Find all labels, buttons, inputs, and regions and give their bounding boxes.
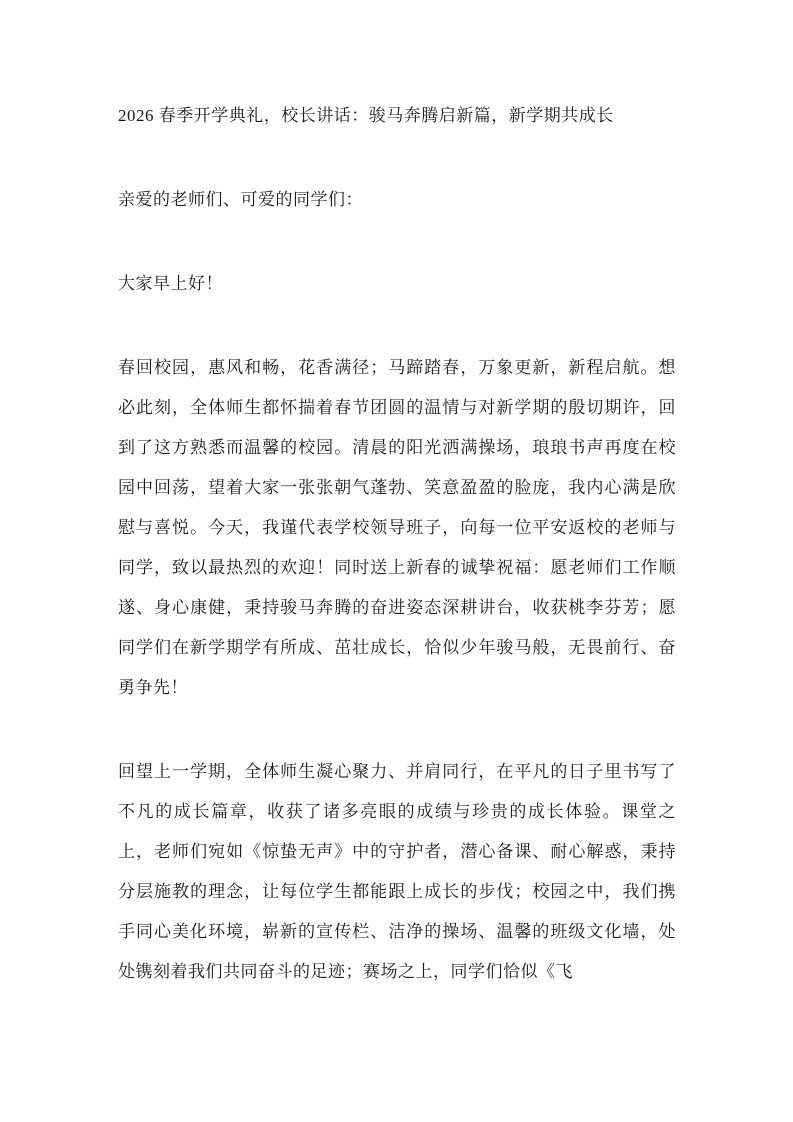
- document-title: 2026 春季开学典礼，校长讲话：骏马奔腾启新篇，新学期共成长: [118, 106, 614, 125]
- greeting-line: 大家早上好！: [118, 274, 223, 293]
- paragraph-review: 回望上一学期，全体师生凝心聚力、并肩同行，在平凡的日子里书写了不凡的成长篇章，收获了诸多亮眼的成绩与珍贵的成长体验。课堂之上，老师们宛如《惊蛰无声》中的守护者，潜心备课、耐心解惑，秉持分层施教的理念，让每位学生都能跟上成长的步伐；校园之中，我们携手同心美化环境，崭新的宣传栏、洁净的操场、温馨的班级文化墙，处处镌刻着我们共同奋斗的足迹；赛场之上，同学们恰似《飞: [118, 762, 676, 981]
- paragraph-welcome: 春回校园，惠风和畅，花香满径；马蹄踏春，万象更新，新程启航。想必此刻，全体师生都怀揣着春节团圆的温情与对新学期的殷切期许，回到了这方熟悉而温馨的校园。清晨的阳光洒满操场，琅琅书声再度在校园中回荡，望着大家一张张朝气蓬勃、笑意盈盈的脸庞，我内心满是欣慰与喜悦。今天，我谨代表学校领导班子，向每一位平安返校的老师与同学，致以最热烈的欢迎！同时送上新春的诚挚祝福：愿老师们工作顺遂、身心康健，秉持骏马奔腾的奋进姿态深耕讲台，收获桃李芬芳；愿同学们在新学期学有所成、茁壮成长，恰似少年骏马般，无畏前行、奋勇争先！: [118, 358, 676, 697]
- salutation-line: 亲爱的老师们、可爱的同学们：: [118, 190, 363, 209]
